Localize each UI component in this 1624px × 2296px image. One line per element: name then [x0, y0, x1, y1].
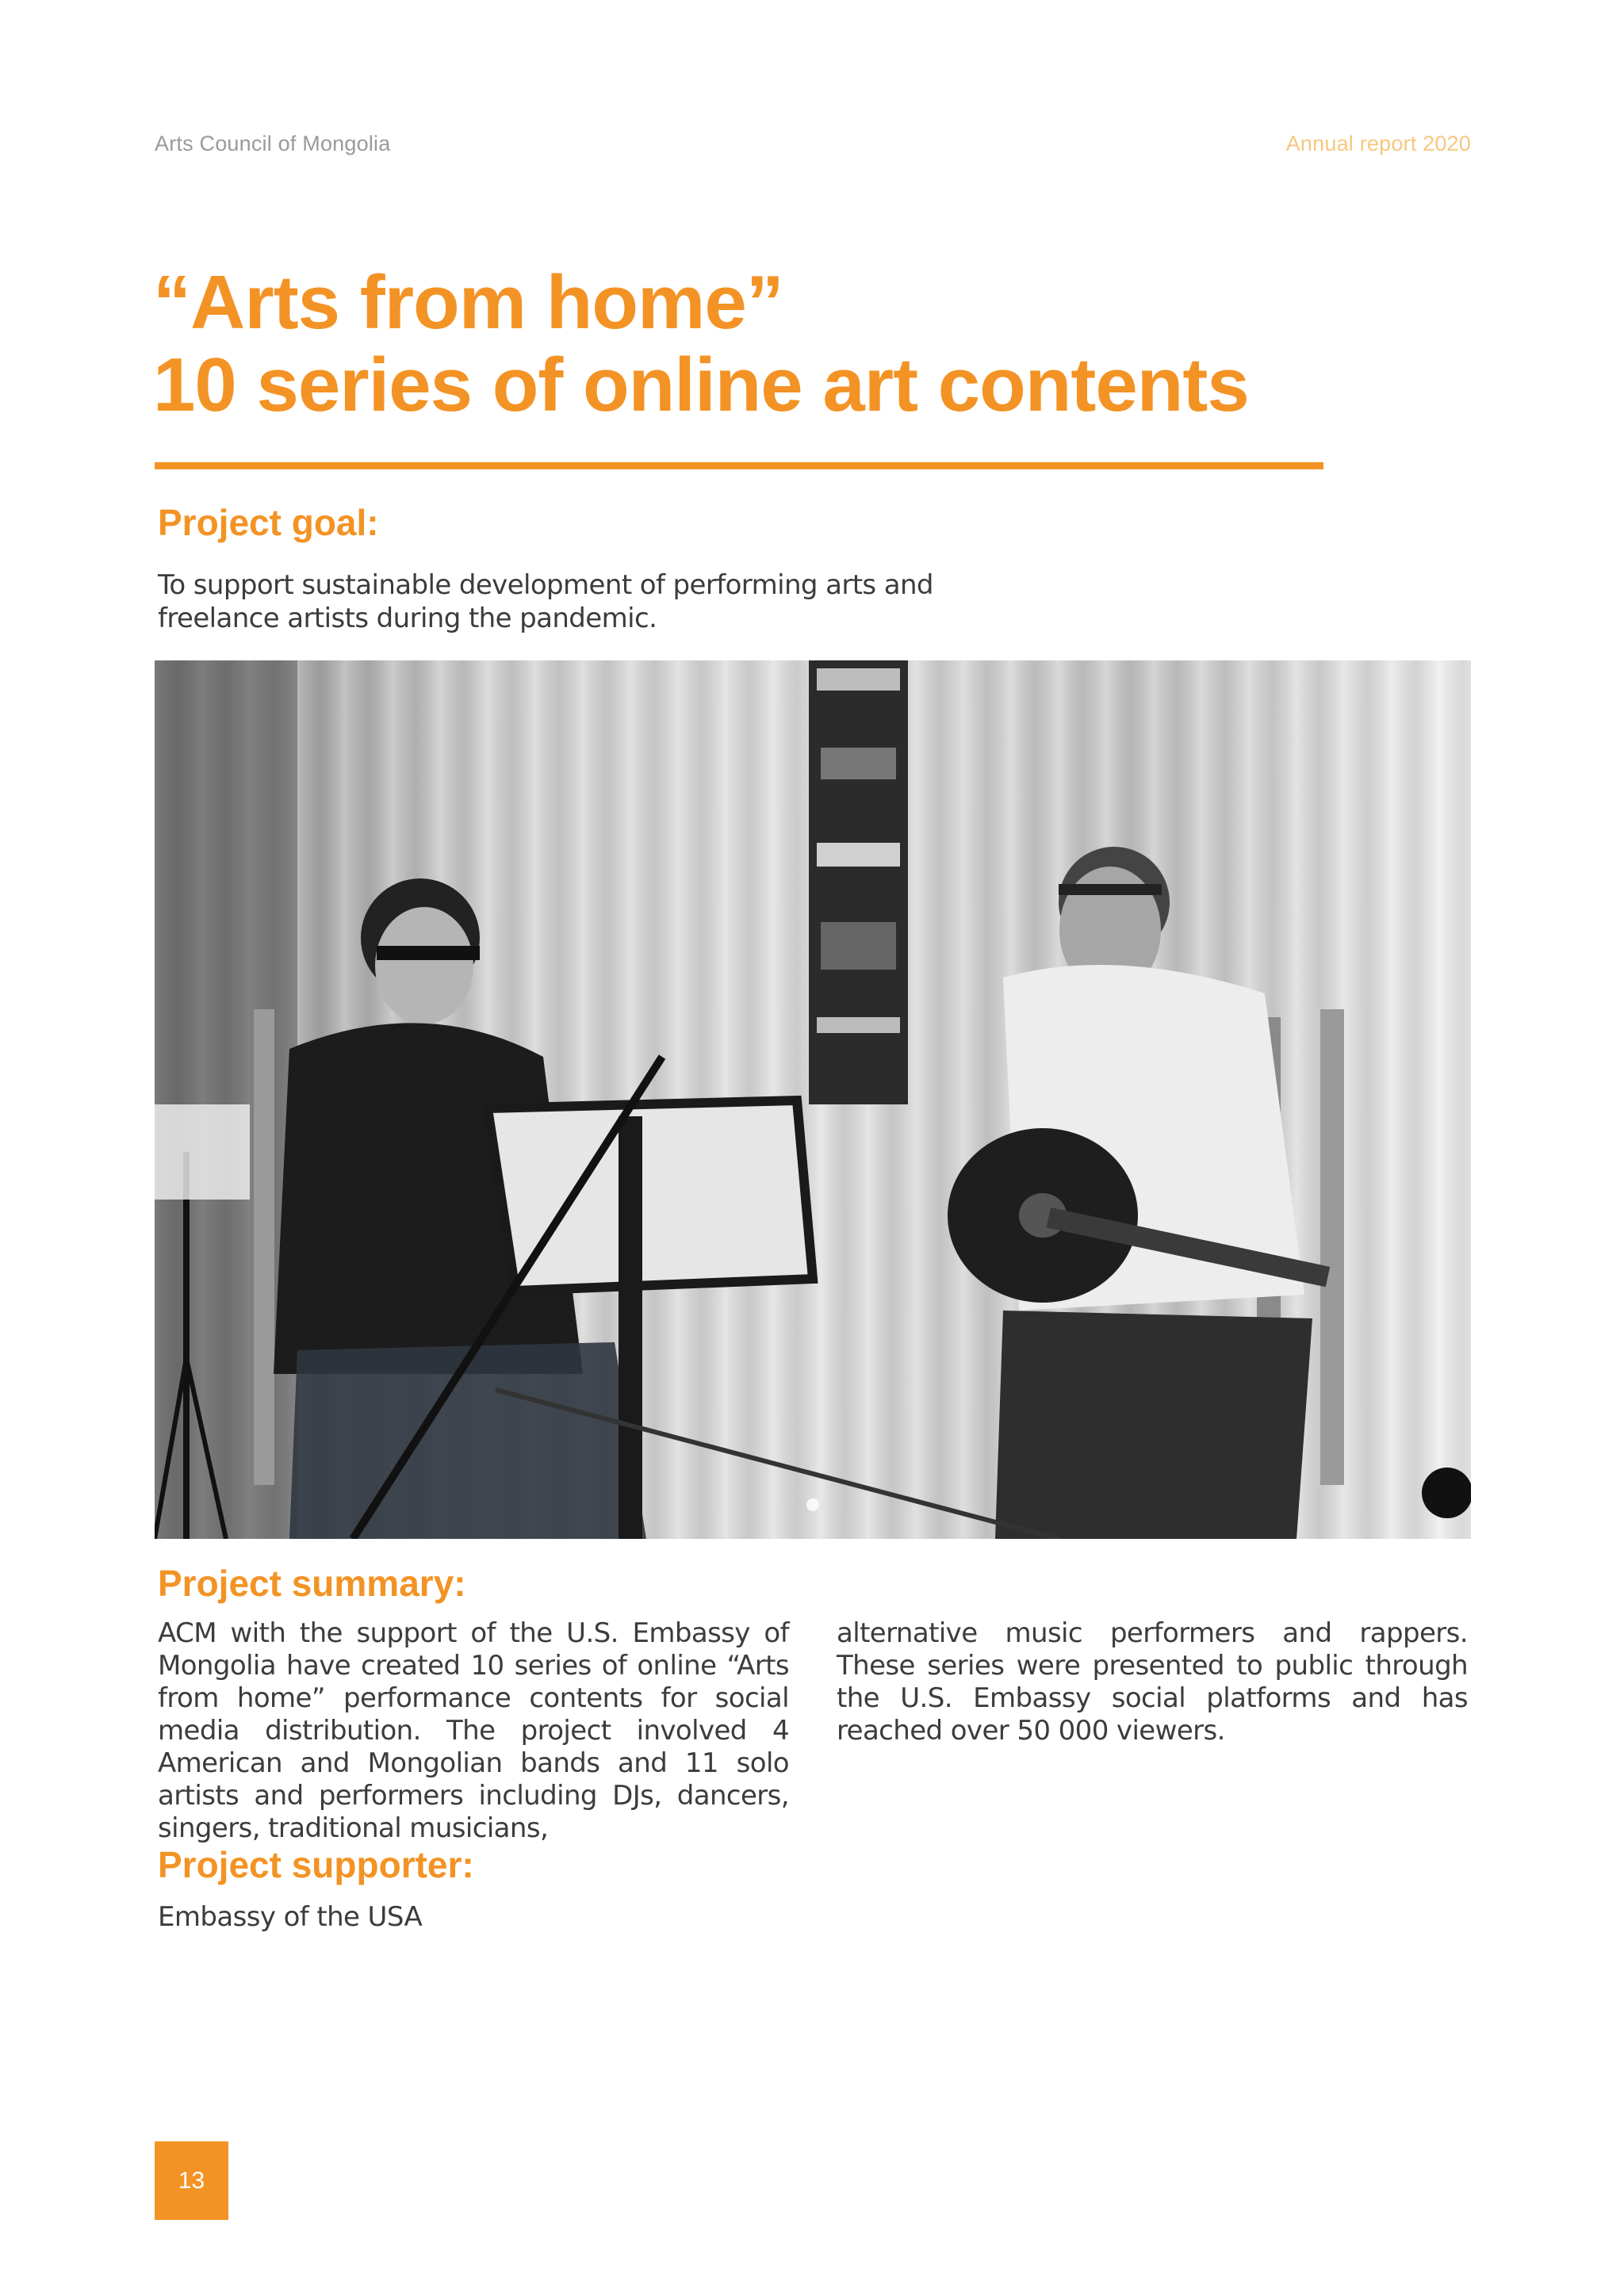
summary-heading: Project summary:: [158, 1563, 466, 1604]
performance-photo: [155, 660, 1471, 1539]
page-title: [153, 262, 1501, 427]
summary-text-column-1: ACM with the support of the U.S. Embassy of Mongolia have created 10 series of online “Arts from home” performance contents for social media distribution. The project involved 4 American and Mongolian bands and 11 solo artists and performers including DJs, dancers, singers, traditional musicians,: [158, 1617, 789, 1844]
report-name: Annual report 2020: [1285, 132, 1471, 155]
supporter-text: Embassy of the USA: [158, 1901, 423, 1933]
goal-text: To support sustainable development of performing arts and freelance artists during the pandemic.: [158, 569, 933, 634]
summary-text-column-2: alternative music performers and rappers. These series were presented to public through the U.S. Embassy social platforms and has reached over 50 000 viewers.: [837, 1617, 1468, 1747]
page-number: 13: [155, 2141, 228, 2220]
supporter-heading: Project supporter:: [158, 1844, 474, 1885]
title-line-1: “Arts from home”: [153, 260, 783, 345]
photo-icon: [155, 660, 1471, 1539]
title-line-2: 10 series of online art contents: [153, 342, 1249, 427]
goal-heading: Project goal:: [158, 502, 379, 543]
organization-name: Arts Council of Mongolia: [155, 132, 391, 155]
title-divider: [155, 462, 1323, 469]
